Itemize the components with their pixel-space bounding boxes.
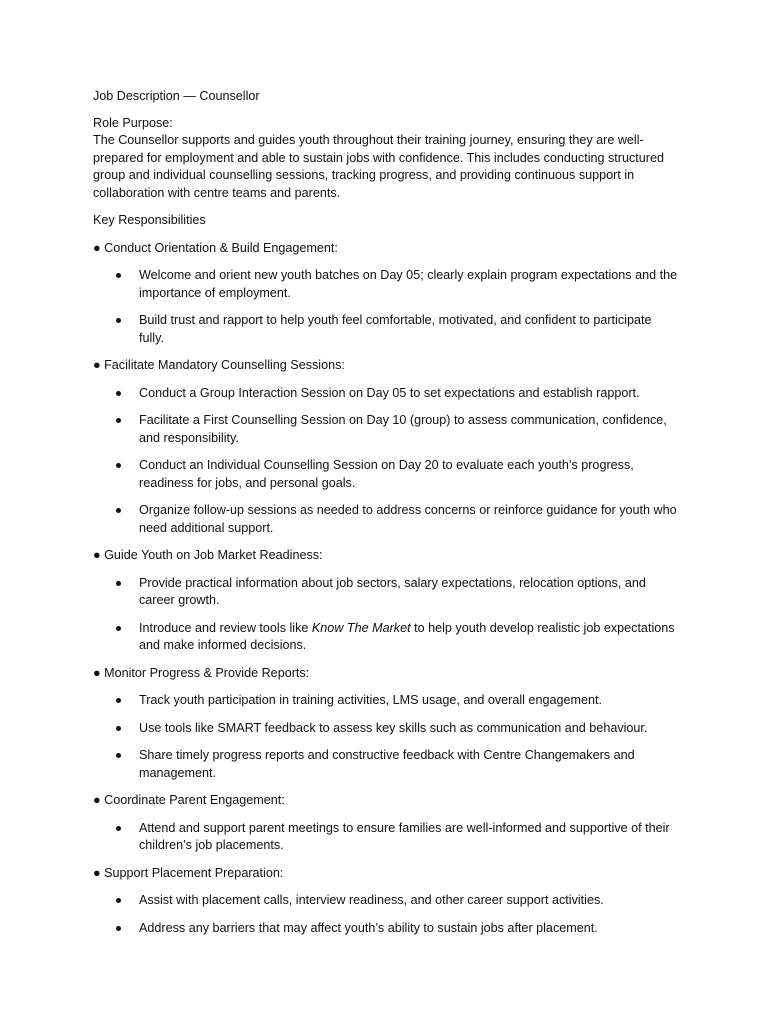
section-parent-engagement [93,792,678,855]
list-item: Attend and support parent meetings to ensure families are well-informed and supportive of their children’s job placements. [93,820,678,855]
responsibility-list [93,692,678,782]
list-item: Assist with placement calls, interview readiness, and other career support activities. [93,892,678,910]
key-responsibilities-heading: Key Responsibilities [93,213,206,227]
section-monitor-progress [93,665,678,783]
list-item: Address any barriers that may affect youth’s ability to sustain jobs after placement. [93,920,678,938]
list-item: Provide practical information about job sectors, salary expectations, relocation options, and career growth. [93,575,678,610]
list-item: Facilitate a First Counselling Session on Day 10 (group) to assess communication, confidence, and responsibility. [93,412,678,447]
section-heading: ● Support Placement Preparation: [93,865,284,880]
list-item: Organize follow-up sessions as needed to address concerns or reinforce guidance for youth who need additional support. [93,502,678,537]
list-item: Track youth participation in training activities, LMS usage, and overall engagement. [93,692,678,710]
section-job-market-readiness [93,547,678,655]
section-heading: ● Facilitate Mandatory Counselling Sessions: [93,358,345,372]
list-item: Welcome and orient new youth batches on Day 05; clearly explain program expectations and the importance of employment. [93,267,678,302]
list-item: Share timely progress reports and constructive feedback with Centre Changemakers and management. [93,747,678,782]
document-title: Job Description — Counsellor [93,89,260,103]
responsibility-list [93,892,678,937]
role-purpose-text: The Counsellor supports and guides youth throughout their training journey, ensuring they are well-prepared for employment and able to sustain jobs with confidence. This includes conducting structured group and individual counselling sessions, tracking progress, and providing continuous support in collaboration with centre teams and parents. [93,133,665,200]
section-heading: ● Monitor Progress & Provide Reports: [93,665,310,680]
section-orientation [93,240,678,348]
role-purpose-label: Role Purpose: [93,115,173,130]
section-heading: ● Guide Youth on Job Market Readiness: [93,548,323,562]
item-text-after: to help youth develop realistic job expectations and make informed decisions. [139,620,675,652]
responsibility-list [93,575,678,655]
responsibility-list [93,820,678,855]
list-item: Build trust and rapport to help youth feel comfortable, motivated, and confident to participate fully. [93,312,678,347]
section-counselling-sessions [93,357,678,537]
item-text-before: Introduce and review tools like [139,620,312,635]
section-heading: ● Conduct Orientation & Build Engagement: [93,240,338,255]
document-body [93,88,678,947]
section-placement-preparation [93,865,678,938]
know-the-market-emphasis: Know The Market [311,620,411,635]
list-item: Conduct an Individual Counselling Session on Day 20 to evaluate each youth’s progress, readiness for jobs, and personal goals. [93,457,678,492]
section-heading: ● Coordinate Parent Engagement: [93,793,285,807]
list-item: Use tools like SMART feedback to assess key skills such as communication and behaviour. [93,720,678,738]
list-item: Conduct a Group Interaction Session on Day 05 to set expectations and establish rapport. [93,385,678,403]
list-item-know-the-market [93,620,678,655]
responsibility-list [93,267,678,347]
responsibility-list [93,385,678,538]
